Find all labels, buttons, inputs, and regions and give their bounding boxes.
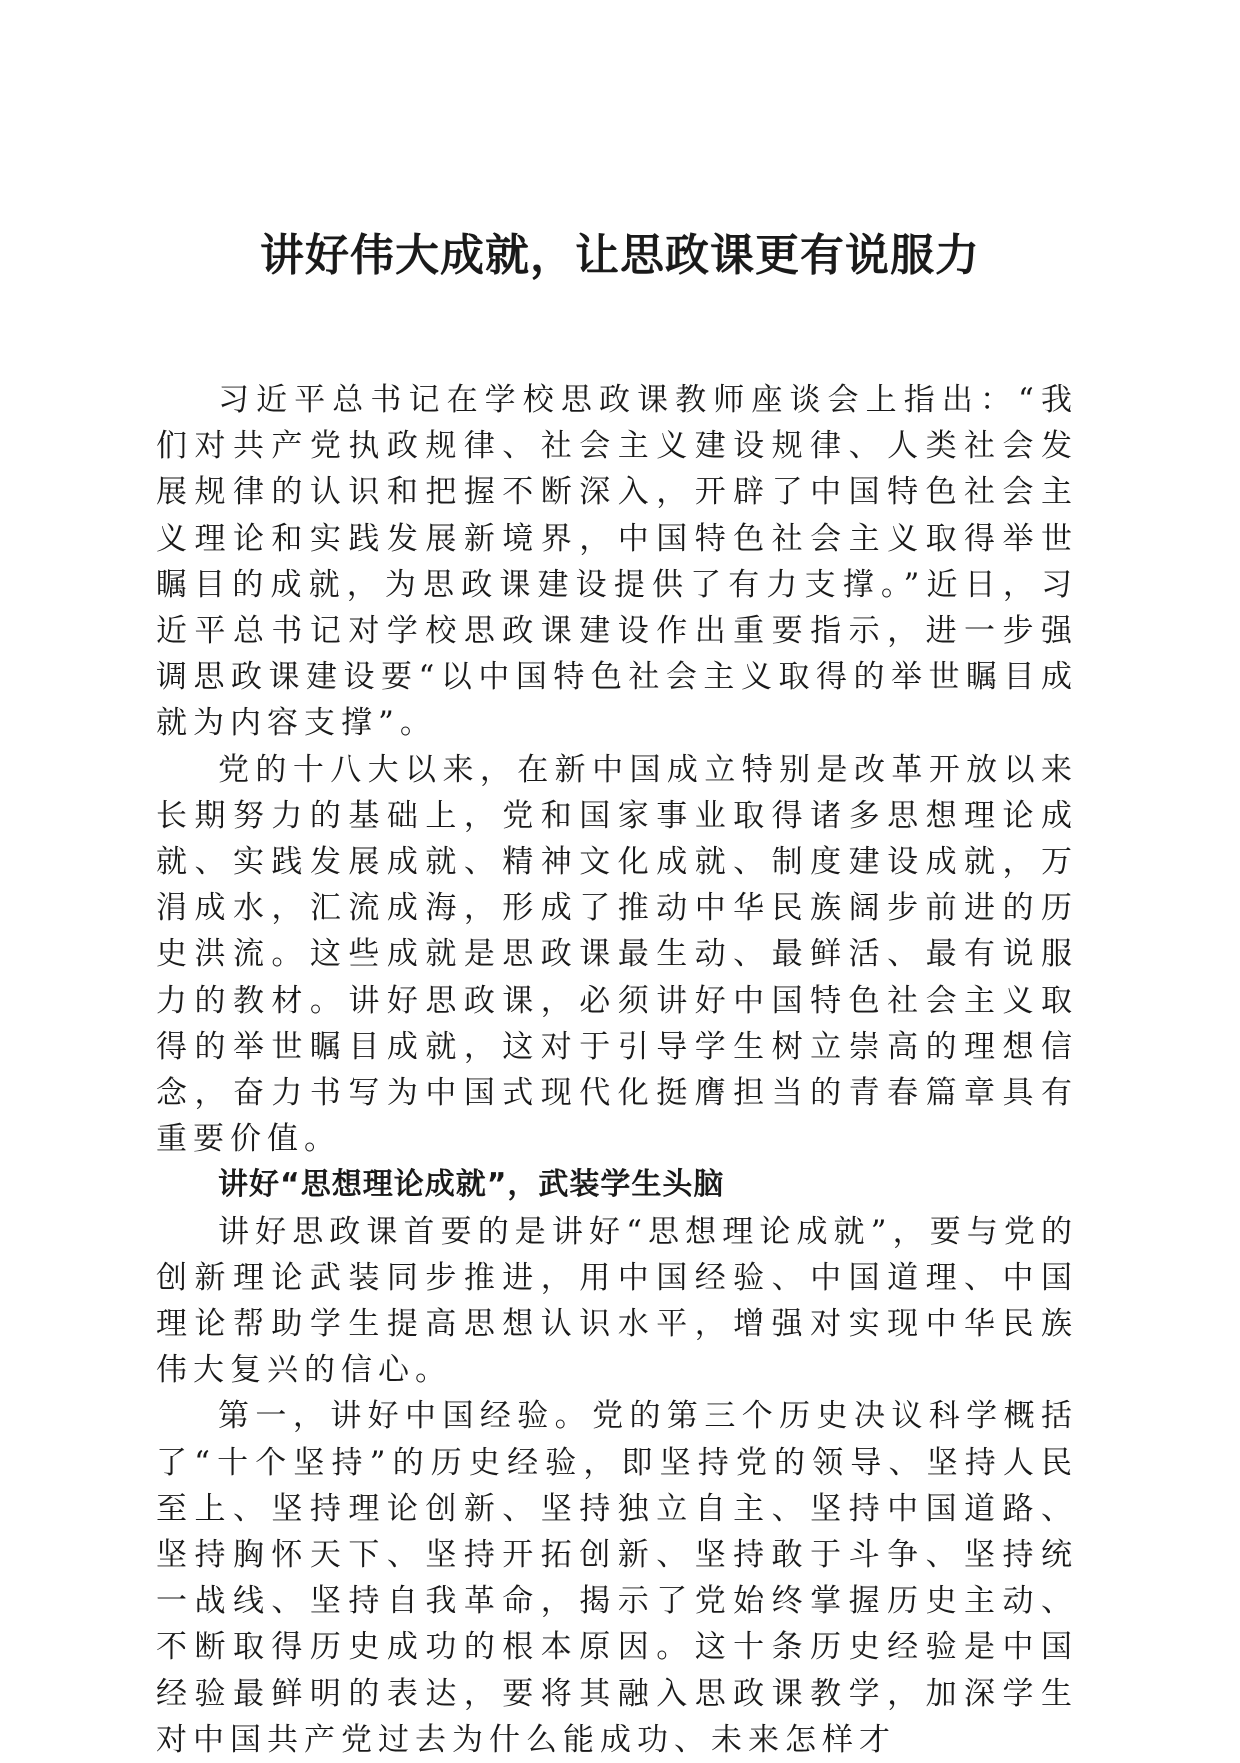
paragraph-4: 第一，讲好中国经验。党的第三个历史决议科学概括了“十个坚持”的历史经验，即坚持党的领导、坚持人民至上、坚持理论创新、坚持独立自主、坚持中国道路、坚持胸怀天下、坚持开拓创新、坚持敢于斗争、坚持统一战线、坚持自我革命，揭示了党始终掌握历史主动、不断取得历史成功的根本原因。这十条历史经验是中国经验最鲜明的表达，要将其融入思政课教学，加深学生对中国共产党过去为什么能成功、未来怎样才 [156, 1398, 1078, 1758]
document-body [156, 377, 1078, 1763]
section-heading: 讲好“思想理论成就”，武装学生头脑 [218, 1167, 725, 1203]
paragraph-2: 党的十八大以来，在新中国成立特别是改革开放以来长期努力的基础上，党和国家事业取得诸多思想理论成就、实践发展成就、精神文化成就、制度建设成就，万涓成水，汇流成海，形成了推动中华民族阔步前进的历史洪流。这些成就是思政课最生动、最鲜活、最有说服力的教材。讲好思政课，必须讲好中国特色社会主义取得的举世瞩目成就，这对于引导学生树立崇高的理想信念，奋力书写为中国式现代化挺膺担当的青春篇章具有重要价值。 [156, 751, 1078, 1158]
document-title: 讲好伟大成就，让思政课更有说服力 [260, 230, 980, 281]
paragraph-1: 习近平总书记在学校思政课教师座谈会上指出：“我们对共产党执政规律、社会主义建设规律、人类社会发展规律的认识和把握不断深入，开辟了中国特色社会主义理论和实践发展新境界，中国特色社会主义取得举世瞩目的成就，为思政课建设提供了有力支撑。”近日，习近平总书记对学校思政课建设作出重要指示，进一步强调思政课建设要“以中国特色社会主义取得的举世瞩目成就为内容支撑”。 [156, 382, 1078, 742]
paragraph-3: 讲好思政课首要的是讲好“思想理论成就”，要与党的创新理论武装同步推进，用中国经验、中国道理、中国理论帮助学生提高思想认识水平，增强对实现中华民族伟大复兴的信心。 [156, 1213, 1078, 1389]
